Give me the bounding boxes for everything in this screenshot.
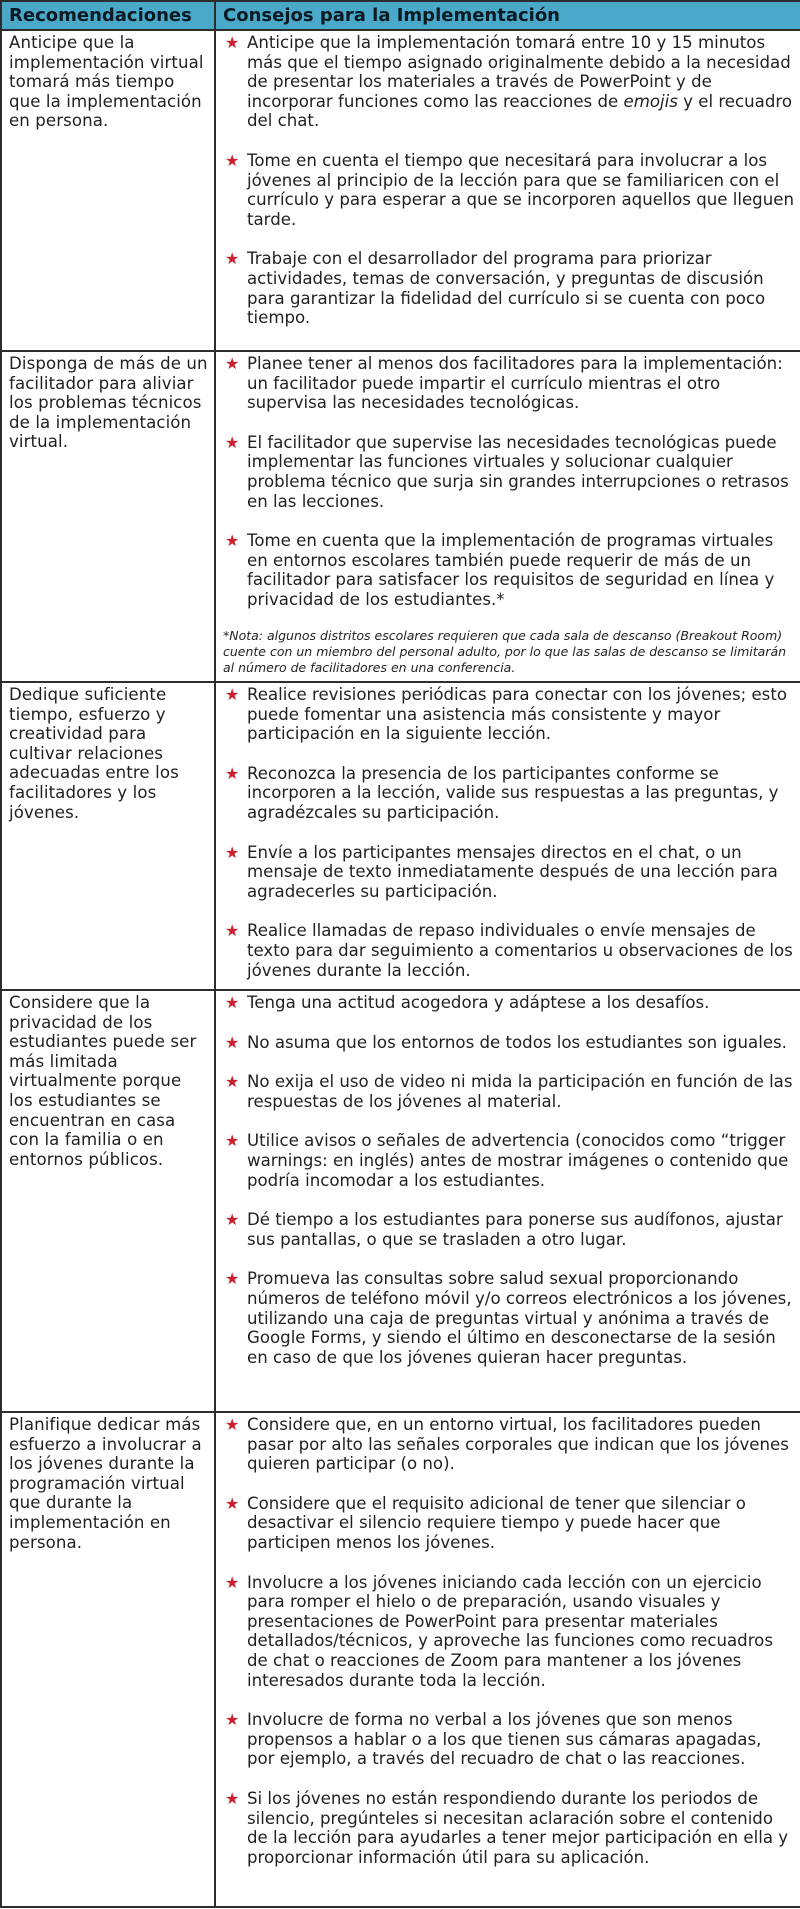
tips-cell <box>215 351 800 682</box>
recommendation-cell: Disponga de más de un facilitador para aliviar los problemas técnicos de la implementación virtual. <box>1 351 215 682</box>
tip-text: Considere que el requisito adicional de tener que silenciar o desactivar el silencio requiere tiempo y puede hacer que participen menos los jóvenes. <box>247 1493 746 1552</box>
star-icon: ★ <box>225 921 240 941</box>
table-row <box>1 30 800 351</box>
list-item <box>223 1573 794 1691</box>
table-header-row <box>1 1 800 30</box>
list-item <box>223 433 794 511</box>
tip-text: Si los jóvenes no están respondiendo durante los periodos de silencio, pregúnteles si necesitan aclaración sobre el contenido de la lección para ayudarles a tener mejor participación en ella y proporcionar información útil para su aplicación. <box>247 1788 789 1867</box>
list-item <box>223 1033 794 1053</box>
tips-list <box>223 33 794 328</box>
recommendation-cell: Anticipe que la implementación virtual tomará más tiempo que la implementación en persona. <box>1 30 215 351</box>
tip-text: Utilice avisos o señales de advertencia (conocidos como “trigger warnings: en inglés) antes de mostrar imágenes o contenido que podría incomodar a los estudiantes. <box>247 1131 789 1190</box>
star-icon: ★ <box>225 249 240 269</box>
star-icon: ★ <box>225 685 240 704</box>
list-item <box>223 354 794 413</box>
star-icon: ★ <box>225 150 240 170</box>
tip-text: No asuma que los entornos de todos los estudiantes son iguales. <box>247 1032 787 1052</box>
tip-text: Reconozca la presencia de los participantes conforme se incorporen a la lección, valide sus respuestas a las preguntas, y agradézcales su participación. <box>247 763 779 822</box>
tip-text-emphasis: emojis <box>623 91 678 111</box>
star-icon: ★ <box>225 1210 240 1230</box>
list-item <box>223 1269 794 1367</box>
tip-text: Involucre de forma no verbal a los jóvenes que son menos propensos a hablar o a los que tienen sus cámaras apagadas, por ejemplo, a través del recuadro de chat o las reacciones. <box>247 1710 762 1769</box>
recommendation-cell: Considere que la privacidad de los estudiantes puede ser más limitada virtualmente porque los estudiantes se encuentran en casa con la familia o en entornos públicos. <box>1 990 215 1412</box>
star-icon: ★ <box>225 1415 240 1434</box>
list-item <box>223 249 794 327</box>
star-icon: ★ <box>225 842 240 862</box>
star-icon: ★ <box>225 1572 240 1592</box>
table-row <box>1 990 800 1412</box>
list-item <box>223 151 794 229</box>
tips-cell <box>215 30 800 351</box>
list-item <box>223 33 794 131</box>
list-item <box>223 685 794 744</box>
list-item <box>223 921 794 980</box>
star-icon: ★ <box>225 531 240 551</box>
list-item <box>223 1072 794 1111</box>
star-icon: ★ <box>225 763 240 783</box>
star-icon: ★ <box>225 1072 240 1092</box>
list-item <box>223 1710 794 1769</box>
list-item <box>223 1131 794 1190</box>
star-icon: ★ <box>225 1710 240 1730</box>
tips-list <box>223 685 794 980</box>
tip-text-end: y el recuadro del chat. <box>247 91 792 131</box>
tip-text: Dé tiempo a los estudiantes para ponerse sus audífonos, ajustar sus pantallas, o que se trasladen a otro lugar. <box>247 1210 783 1249</box>
tip-text: Promueva las consultas sobre salud sexual proporcionando números de teléfono móvil y/o correos electrónicos a los jóvenes, utilizando una caja de preguntas virtual y anónima a través de Google Forms, y siendo el último en desconectarse de la sesión en caso de que los jóvenes quieran hacer preguntas. <box>247 1269 792 1367</box>
recommendation-cell: Planifique dedicar más esfuerzo a involucrar a los jóvenes durante la programación virtual que durante la implementación en persona. <box>1 1412 215 1907</box>
recommendation-cell: Dedique suficiente tiempo, esfuerzo y creatividad para cultivar relaciones adecuadas entre los facilitadores y los jóvenes. <box>1 682 215 990</box>
list-item <box>223 993 794 1013</box>
list-item <box>223 764 794 823</box>
tip-text: Tenga una actitud acogedora y adáptese a los desafíos. <box>247 993 710 1012</box>
table-row <box>1 351 800 682</box>
star-icon: ★ <box>225 993 240 1012</box>
tip-text: Realice llamadas de repaso individuales o envíe mensajes de texto para dar seguimiento a comentarios u observaciones de los jóvenes durante la lección. <box>247 921 793 980</box>
tips-list <box>223 1415 794 1867</box>
header-recommendations: Recomendaciones <box>1 1 215 30</box>
tips-cell <box>215 682 800 990</box>
tip-text: Envíe a los participantes mensajes directos en el chat, o un mensaje de texto inmediatamente después de una lección para agradecerles su participación. <box>247 842 778 901</box>
star-icon: ★ <box>225 1131 240 1151</box>
tip-text: Planee tener al menos dos facilitadores para la implementación: un facilitador puede impartir el currículo mientras el otro supervisa las necesidades tecnológicas. <box>247 354 783 413</box>
tips-cell <box>215 990 800 1412</box>
tip-text: Realice revisiones periódicas para conectar con los jóvenes; esto puede fomentar una asistencia más consistente y mayor participación en la siguiente lección. <box>247 685 787 744</box>
star-icon: ★ <box>225 432 240 452</box>
star-icon: ★ <box>225 1493 240 1513</box>
tip-text: Tome en cuenta que la implementación de programas virtuales en entornos escolares también puede requerir de más de un facilitador para satisfacer los requisitos de seguridad en línea y privacidad de los estudiantes.* <box>247 531 775 609</box>
star-icon: ★ <box>225 1788 240 1808</box>
tip-text: No exija el uso de video ni mida la participación en función de las respuestas de los jóvenes al material. <box>247 1072 793 1111</box>
list-item <box>223 1494 794 1553</box>
tip-text: Trabaje con el desarrollador del programa para priorizar actividades, temas de conversación, y preguntas de discusión para garantizar la fidelidad del currículo si se cuenta con poco tiempo. <box>247 249 766 328</box>
table-row <box>1 1412 800 1907</box>
tip-text: Involucre a los jóvenes iniciando cada lección con un ejercicio para romper el hielo o de preparación, usando visuales y presentaciones de PowerPoint para presentar materiales detallados/técnicos, y aproveche las funciones como recuadros de chat o reacciones de Zoom para mantener a los jóvenes interesados durante toda la lección. <box>247 1572 773 1690</box>
star-icon: ★ <box>225 33 240 52</box>
list-item <box>223 1210 794 1249</box>
footnote: *Nota: algunos distritos escolares requieren que cada sala de descanso (Breakout Room) cuente con un miembro del personal adulto, por lo que las salas de descanso se limitarán al número de facilitadores en una conferencia. <box>223 627 787 675</box>
list-item <box>223 1415 794 1474</box>
star-icon: ★ <box>225 1032 240 1052</box>
list-item <box>223 843 794 902</box>
table-row <box>1 682 800 990</box>
tip-text: El facilitador que supervise las necesidades tecnológicas puede implementar las funciones virtuales y solucionar cualquier problema técnico que surja sin grandes interrupciones o retrasos en las lecciones. <box>247 432 789 511</box>
tip-text: Anticipe que la implementación tomará entre 10 y 15 minutos más que el tiempo asignado originalmente debido a la necesidad de presentar los materiales a través de PowerPoint y de incorporar funciones como las reacciones de <box>247 33 791 111</box>
star-icon: ★ <box>225 1269 240 1289</box>
star-icon: ★ <box>225 354 240 373</box>
list-item <box>223 531 794 609</box>
list-item <box>223 1789 794 1867</box>
tip-text: Tome en cuenta el tiempo que necesitará para involucrar a los jóvenes al principio de la lección para que se familiaricen con el currículo y para esperar a que se incorporen aquellos que lleguen tarde. <box>247 150 794 229</box>
tip-text: Considere que, en un entorno virtual, los facilitadores pueden pasar por alto las señales corporales que indican que los jóvenes quieren participar (o no). <box>247 1415 789 1474</box>
tips-list <box>223 993 794 1367</box>
tips-cell <box>215 1412 800 1907</box>
tips-list <box>223 354 794 610</box>
header-implementation-tips: Consejos para la Implementación <box>215 1 800 30</box>
